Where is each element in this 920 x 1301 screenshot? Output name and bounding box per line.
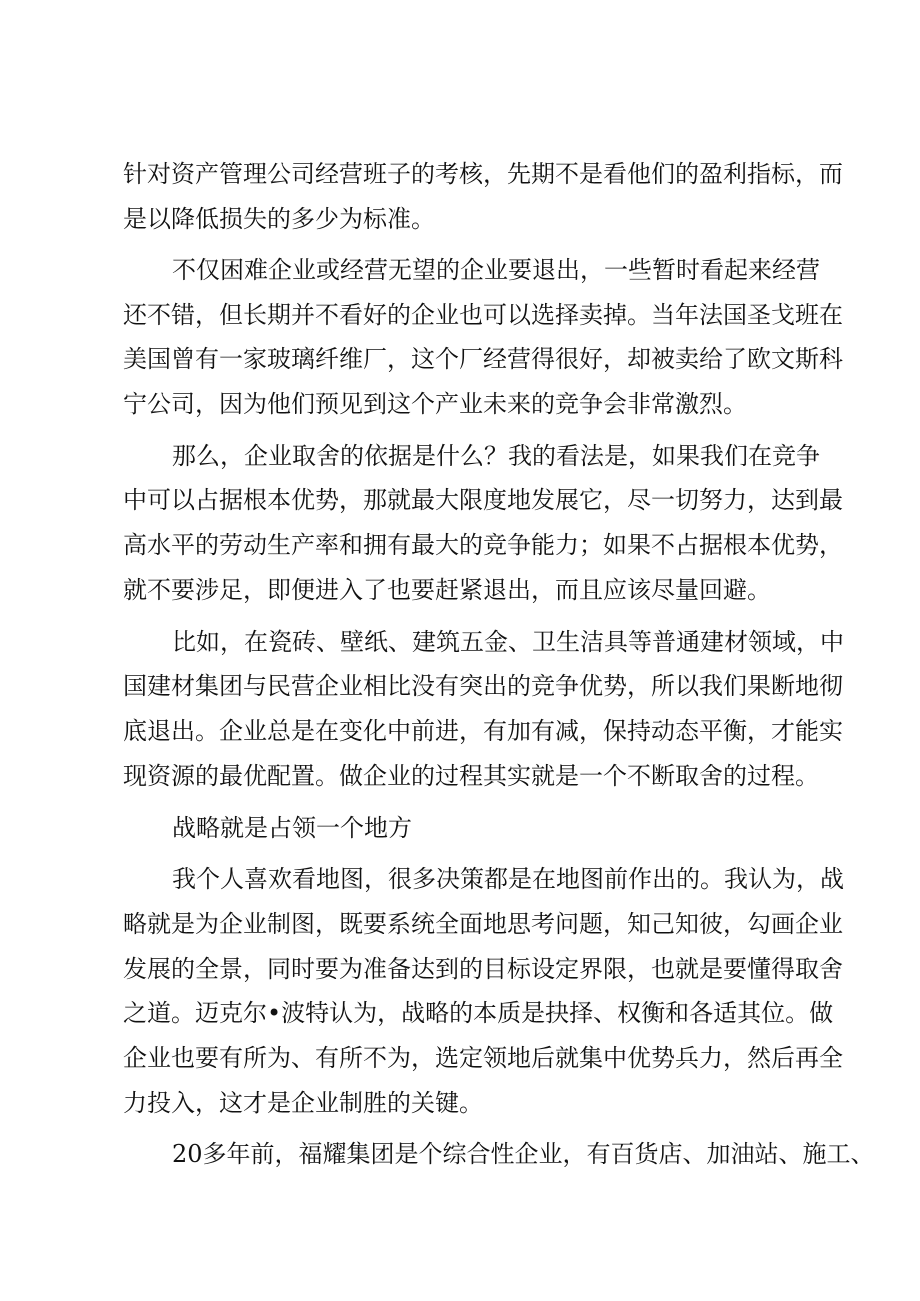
text-line: 那么，企业取舍的依据是什么？我的看法是，如果我们在竞争 [172, 442, 820, 470]
text-line: 之道。迈克尔•波特认为，战略的本质是抉择、权衡和各适其位。做 [123, 999, 834, 1027]
text-line: 发展的全景，同时要为准备达到的目标设定界限，也就是要懂得取舍 [123, 955, 843, 983]
section-heading: 战略就是占领一个地方 [172, 814, 412, 842]
text-line: 现资源的最优配置。做企业的过程其实就是一个不断取舍的过程。 [123, 762, 819, 790]
text-line: 不仅困难企业或经营无望的企业要退出，一些暂时看起来经营 [172, 256, 820, 284]
text-line: 略就是为企业制图，既要系统全面地思考问题，知己知彼，勾画企业 [123, 910, 843, 938]
text-line: 企业也要有所为、有所不为，选定领地后就集中优势兵力，然后再全 [123, 1044, 843, 1072]
text-line: 底退出。企业总是在变化中前进，有加有减，保持动态平衡，才能实 [123, 717, 843, 745]
text-line: 还不错，但长期并不看好的企业也可以选择卖掉。当年法国圣戈班在 [123, 301, 843, 329]
text-line: 国建材集团与民营企业相比没有突出的竞争优势，所以我们果断地彻 [123, 672, 843, 700]
text-line: 美国曾有一家玻璃纤维厂，这个厂经营得很好，却被卖给了欧文斯科 [123, 345, 843, 373]
text-line: 中可以占据根本优势，那就最大限度地发展它，尽一切努力，达到最 [123, 486, 843, 514]
text-line: 就不要涉足，即便进入了也要赶紧退出，而且应该尽量回避。 [123, 576, 771, 604]
text-line: 是以降低损失的多少为标准。 [123, 205, 435, 233]
text-line: 比如，在瓷砖、壁纸、建筑五金、卫生洁具等普通建材领域，中 [172, 628, 844, 656]
text-line: 力投入，这才是企业制胜的关键。 [123, 1089, 483, 1117]
text-line: 20多年前，福耀集团是个综合性企业，有百货店、加油站、施工、 [172, 1140, 875, 1168]
text-line: 我个人喜欢看地图，很多决策都是在地图前作出的。我认为，战 [172, 865, 844, 893]
text-line: 宁公司，因为他们预见到这个产业未来的竞争会非常激烈。 [123, 390, 747, 418]
text-line: 高水平的劳动生产率和拥有最大的竞争能力；如果不占据根本优势， [123, 531, 843, 559]
text-line: 针对资产管理公司经营班子的考核，先期不是看他们的盈利指标，而 [123, 160, 843, 188]
